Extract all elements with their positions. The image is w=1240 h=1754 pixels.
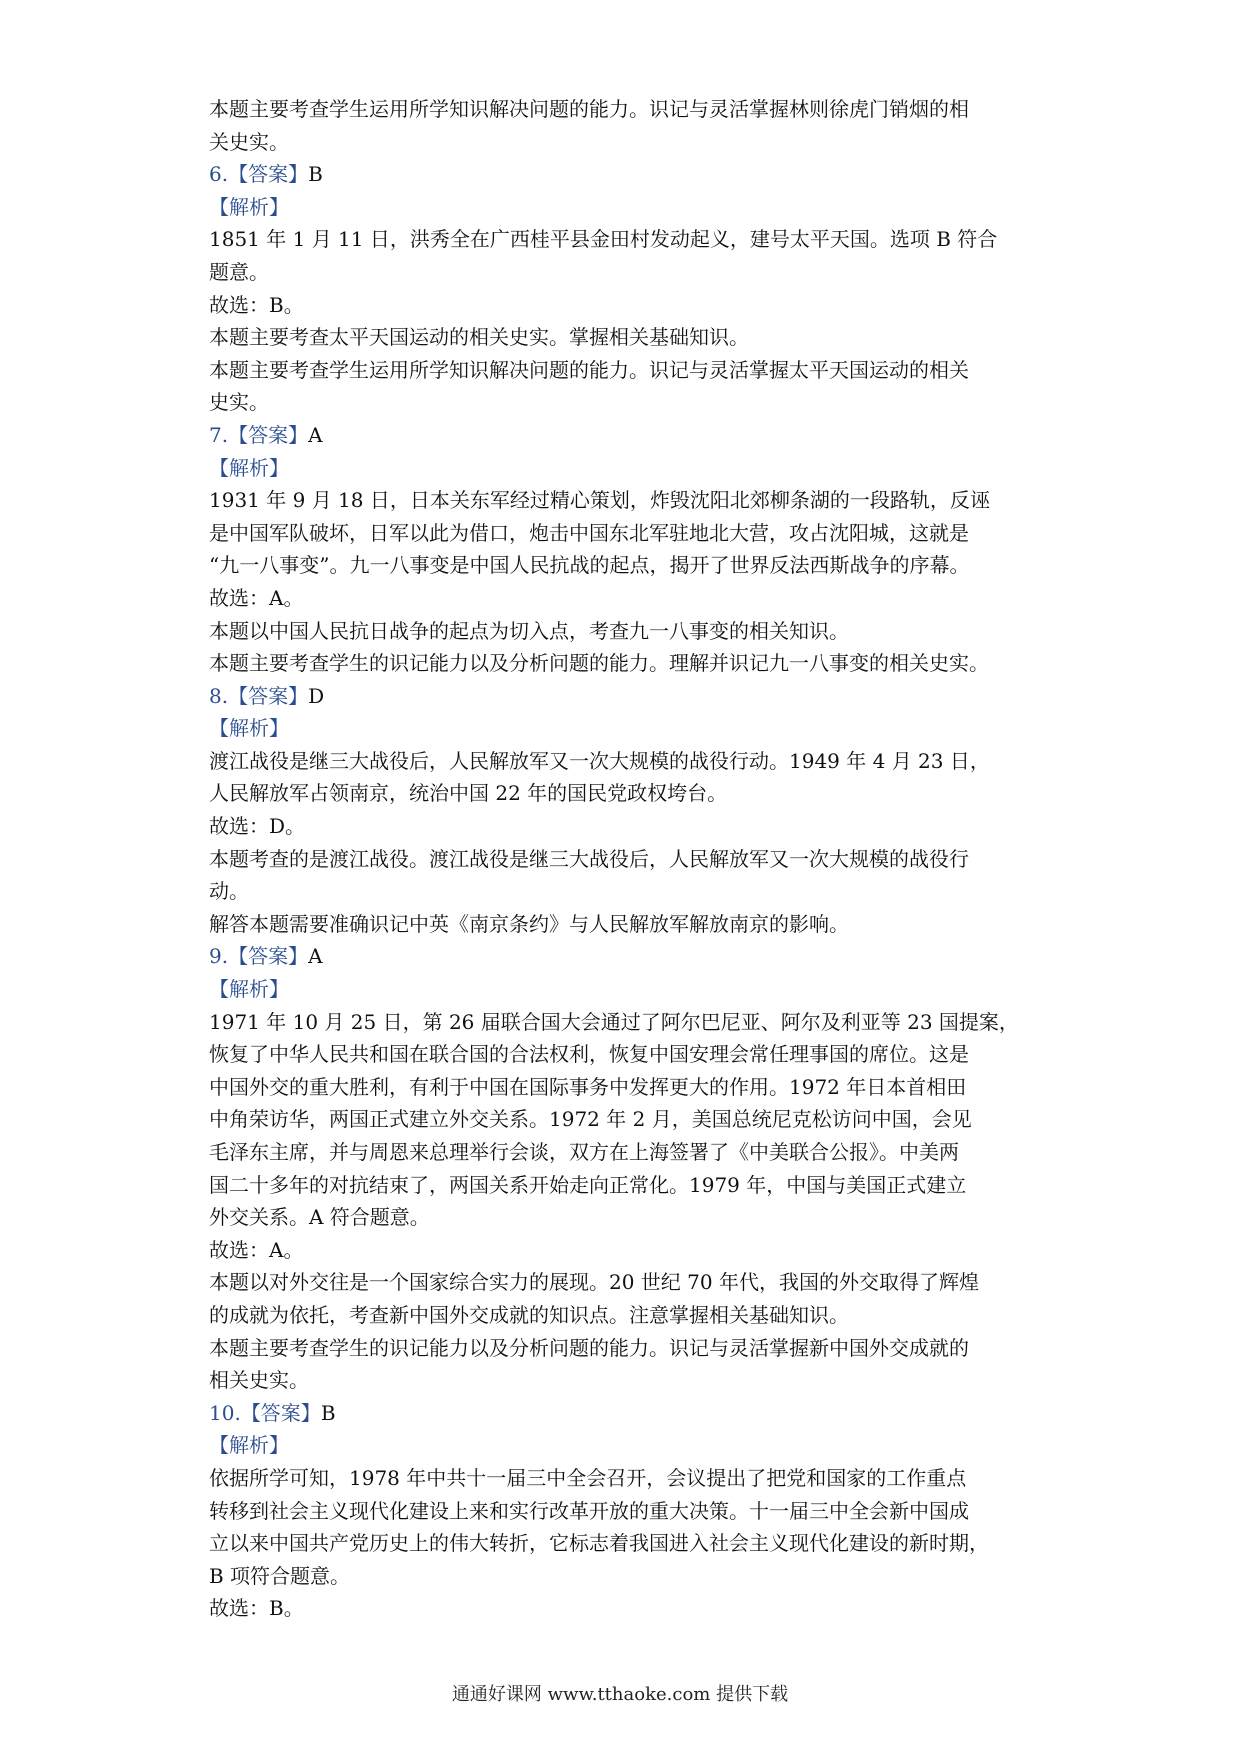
question-number: 7. (209, 422, 229, 447)
text-line: 题意。 (209, 259, 269, 284)
text-line: “九一八事变”。九一八事变是中国人民抗战的起点，揭开了世界反法西斯战争的序幕。 (209, 553, 970, 578)
text-line: 本题主要考查太平天国运动的相关史实。掌握相关基础知识。 (209, 325, 749, 350)
text-line: 依据所学可知，1978 年中共十一届三中全会召开，会议提出了把党和国家的工作重点 (209, 1465, 967, 1490)
page-footer: 通通好课网 www.tthaoke.com 提供下载 (451, 1684, 789, 1705)
text-line: B 项符合题意。 (209, 1563, 351, 1588)
answer-value: A (308, 422, 323, 447)
text-line: 人民解放军占领南京，统治中国 22 年的国民党政权垮台。 (209, 781, 728, 806)
text-line: 1931 年 9 月 18 日，日本关东军经过精心策划，炸毁沈阳北郊柳条湖的一段路轨，反诬 (209, 488, 990, 513)
answer-value: B (308, 162, 323, 187)
question-number: 6. (209, 162, 229, 187)
text-line: 故选：A。 (209, 1237, 304, 1262)
answer-value: D (308, 683, 325, 708)
text-line: 本题主要考查学生的识记能力以及分析问题的能力。识记与灵活掌握新中国外交成就的 (209, 1335, 969, 1360)
analysis-tag: 【解析】 (209, 977, 289, 1002)
answer-line (209, 680, 1054, 713)
text-line: 立以来中国共产党历史上的伟大转折，它标志着我国进入社会主义现代化建设的新时期， (209, 1531, 989, 1556)
answer-value: B (320, 1400, 336, 1425)
answer-line (209, 1397, 1054, 1430)
answer-tag: 【答案】 (228, 944, 309, 969)
text-line: 本题主要考查学生运用所学知识解决问题的能力。识记与灵活掌握林则徐虎门销烟的相 (209, 97, 969, 121)
text-line: 本题以对外交往是一个国家综合实力的展现。20 世纪 70 年代，我国的外交取得了辉煌 (209, 1270, 979, 1295)
answer-tag: 【答案】 (240, 1400, 321, 1425)
text-line: 关史实。 (209, 129, 289, 154)
text-line: 1851 年 1 月 11 日，洪秀全在广西桂平县金田村发动起义，建号太平天国。选项 B 符合 (209, 227, 998, 252)
answer-line (209, 158, 1054, 191)
analysis-tag: 【解析】 (209, 455, 289, 480)
question-number: 10. (209, 1400, 241, 1425)
analysis-tag: 【解析】 (209, 1433, 289, 1458)
text-line: 相关史实。 (209, 1368, 309, 1393)
text-line: 的成就为依托，考查新中国外交成就的知识点。注意掌握相关基础知识。 (209, 1302, 849, 1327)
answer-line (209, 419, 1054, 452)
text-line: 国二十多年的对抗结束了，两国关系开始走向正常化。1979 年，中国与美国正式建立 (209, 1172, 967, 1197)
text-line: 是中国军队破坏，日军以此为借口，炮击中国东北军驻地北大营，攻占沈阳城，这就是 (209, 520, 969, 545)
text-line: 渡江战役是继三大战役后，人民解放军又一次大规模的战役行动。1949 年 4 月 23 日， (209, 748, 990, 773)
text-line: 本题主要考查学生运用所学知识解决问题的能力。识记与灵活掌握太平天国运动的相关 (209, 357, 969, 382)
text-line: 中国外交的重大胜利，有利于中国在国际事务中发挥更大的作用。1972 年日本首相田 (209, 1074, 967, 1099)
analysis-tag: 【解析】 (209, 716, 289, 741)
text-line: 动。 (209, 879, 249, 904)
text-line: 外交关系。A 符合题意。 (209, 1205, 430, 1230)
text-line: 故选：A。 (209, 585, 304, 610)
answer-tag: 【答案】 (228, 683, 309, 708)
text-line: 史实。 (209, 390, 269, 415)
text-line: 本题主要考查学生的识记能力以及分析问题的能力。理解并识记九一八事变的相关史实。 (209, 651, 989, 676)
text-line: 恢复了中华人民共和国在联合国的合法权利，恢复中国安理会常任理事国的席位。这是 (209, 1042, 969, 1067)
text-line: 中角荣访华，两国正式建立外交关系。1972 年 2 月，美国总统尼克松访问中国，会见 (209, 1107, 972, 1132)
question-number: 8. (209, 683, 229, 708)
text-line: 毛泽东主席，并与周恩来总理举行会谈，双方在上海签署了《中美联合公报》。中美两 (209, 1140, 959, 1164)
answer-tag: 【答案】 (228, 162, 309, 187)
text-line: 1971 年 10 月 25 日，第 26 届联合国大会通过了阿尔巴尼亚、阿尔及利亚等 23 国提案， (209, 1009, 1019, 1034)
text-line: 本题考查的是渡江战役。渡江战役是继三大战役后，人民解放军又一次大规模的战役行 (209, 846, 969, 871)
analysis-tag: 【解析】 (209, 194, 289, 219)
document-body (209, 93, 1054, 1625)
text-line: 故选：B。 (209, 1596, 304, 1621)
answer-tag: 【答案】 (228, 422, 309, 447)
answer-line (209, 940, 1054, 973)
answer-value: A (308, 944, 323, 969)
text-line: 转移到社会主义现代化建设上来和实行改革开放的重大决策。十一届三中全会新中国成 (209, 1498, 969, 1523)
text-line: 故选：D。 (209, 814, 306, 839)
text-line: 故选：B。 (209, 292, 304, 317)
text-line: 本题以中国人民抗日战争的起点为切入点，考查九一八事变的相关知识。 (209, 618, 849, 643)
text-line: 解答本题需要准确识记中英《南京条约》与人民解放军解放南京的影响。 (209, 911, 849, 936)
question-number: 9. (209, 944, 229, 969)
